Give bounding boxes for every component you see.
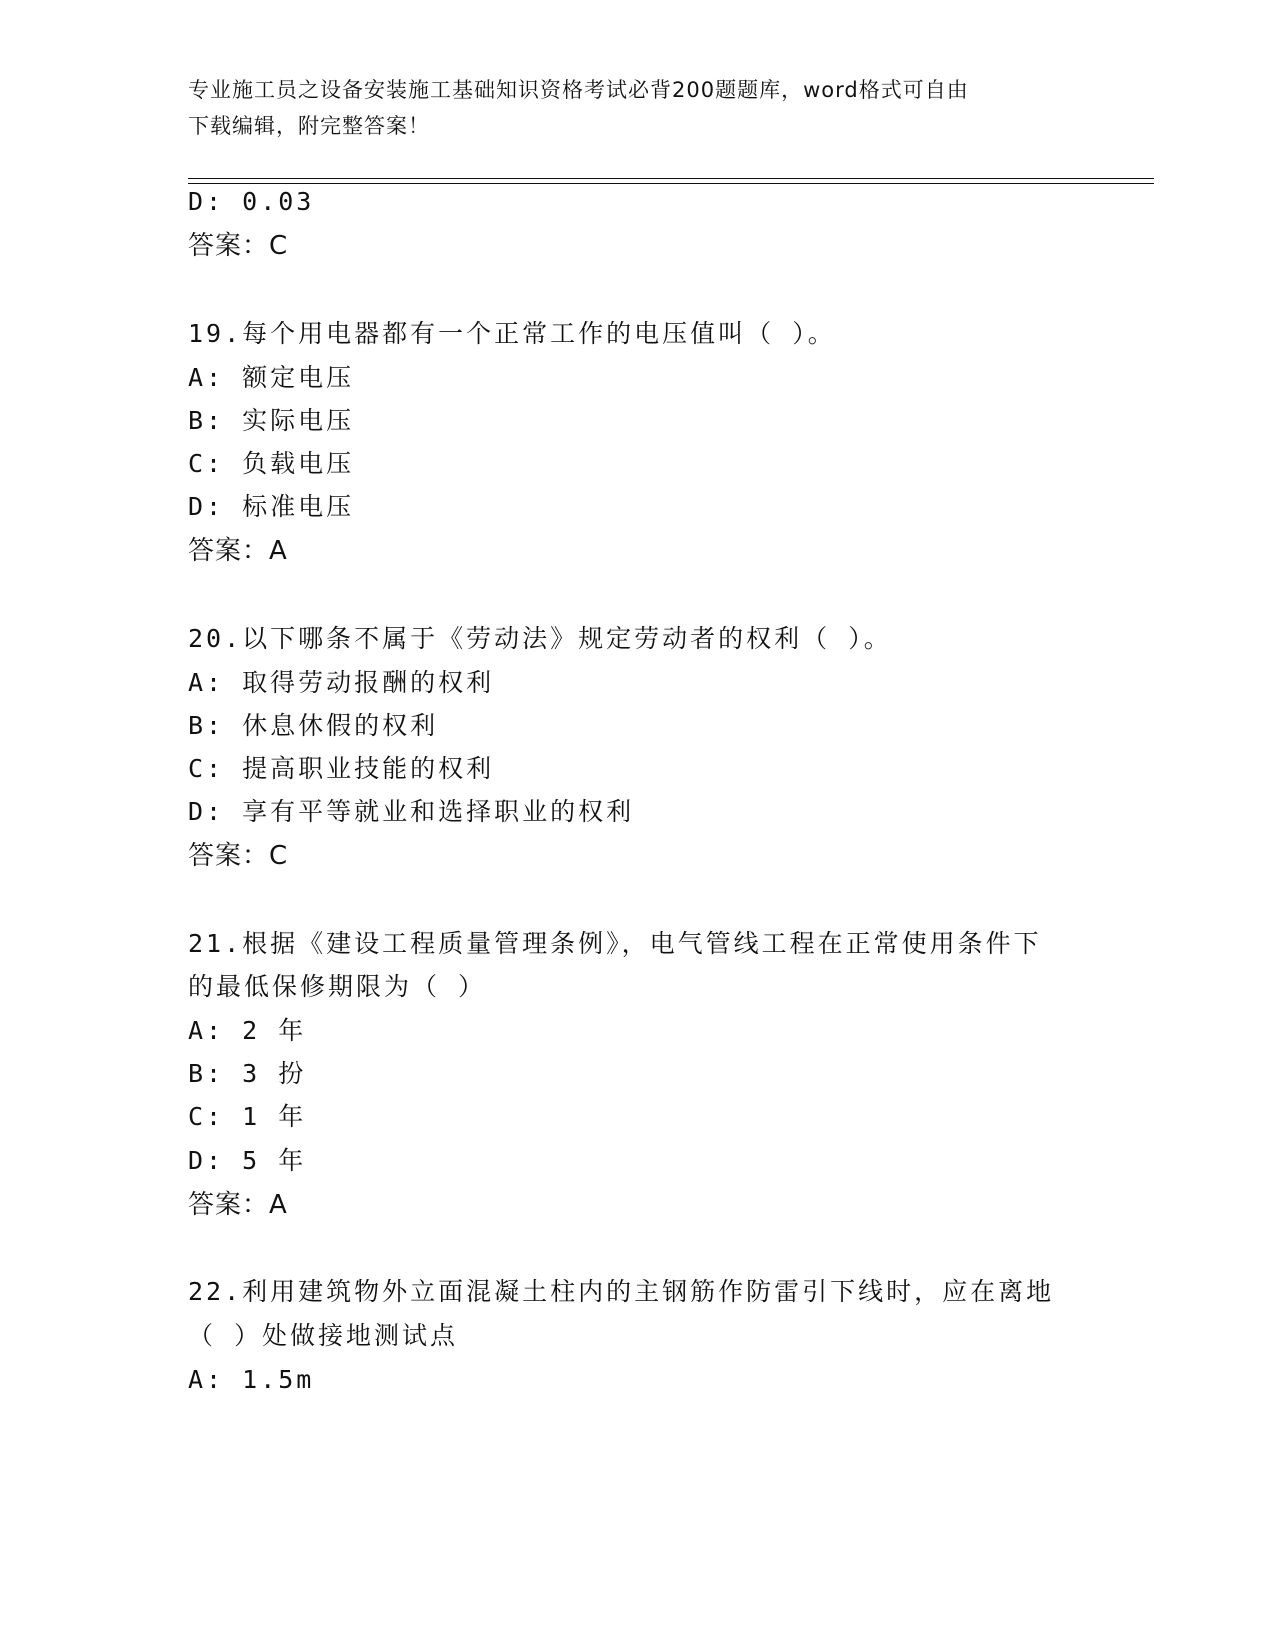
prev-option-d: D: 0.03 — [188, 187, 315, 216]
q21-option-b: B: 3 扮 — [188, 1059, 307, 1088]
header-divider-bottom — [188, 183, 1154, 184]
q19-question: 19.每个用电器都有一个正常工作的电压值叫（ ）。 — [188, 319, 836, 348]
q19-option-b: B: 实际电压 — [188, 406, 355, 435]
q22-question-line-1: 22.利用建筑物外立面混凝土柱内的主钢筋作防雷引下线时，应在离地 — [188, 1277, 1055, 1306]
prev-answer: 答案：C — [188, 231, 289, 261]
document-header — [188, 72, 1088, 144]
q20-option-c: C: 提高职业技能的权利 — [188, 754, 495, 783]
q19-option-c: C: 负载电压 — [188, 449, 355, 478]
q22-option-a: A: 1.5m — [188, 1365, 315, 1394]
q21-option-c: C: 1 年 — [188, 1102, 307, 1131]
q19-option-a: A: 额定电压 — [188, 363, 355, 392]
q20-option-d: D: 享有平等就业和选择职业的权利 — [188, 797, 635, 826]
header-title-line-2: 下载编辑，附完整答案！ — [188, 114, 430, 138]
q20-option-b: B: 休息休假的权利 — [188, 711, 439, 740]
q21-option-d: D: 5 年 — [188, 1146, 307, 1175]
q21-question-line-1: 21.根据《建设工程质量管理条例》，电气管线工程在正常使用条件下 — [188, 929, 1042, 958]
q21-option-a: A: 2 年 — [188, 1016, 307, 1045]
q20-question: 20.以下哪条不属于《劳动法》规定劳动者的权利（ ）。 — [188, 624, 892, 653]
q20-option-a: A: 取得劳动报酬的权利 — [188, 668, 495, 697]
q21-answer: 答案：A — [188, 1190, 288, 1220]
q22-question-line-2: （ ）处做接地测试点 — [188, 1321, 459, 1350]
q20-answer: 答案：C — [188, 841, 289, 871]
q19-option-d: D: 标准电压 — [188, 492, 355, 521]
header-title-line-1: 专业施工员之设备安装施工基础知识资格考试必背200题题库，word格式可自由 — [188, 78, 969, 102]
header-divider-top — [188, 178, 1154, 179]
q21-question-line-2: 的最低保修期限为（ ） — [188, 972, 487, 1001]
q19-answer: 答案：A — [188, 536, 288, 566]
